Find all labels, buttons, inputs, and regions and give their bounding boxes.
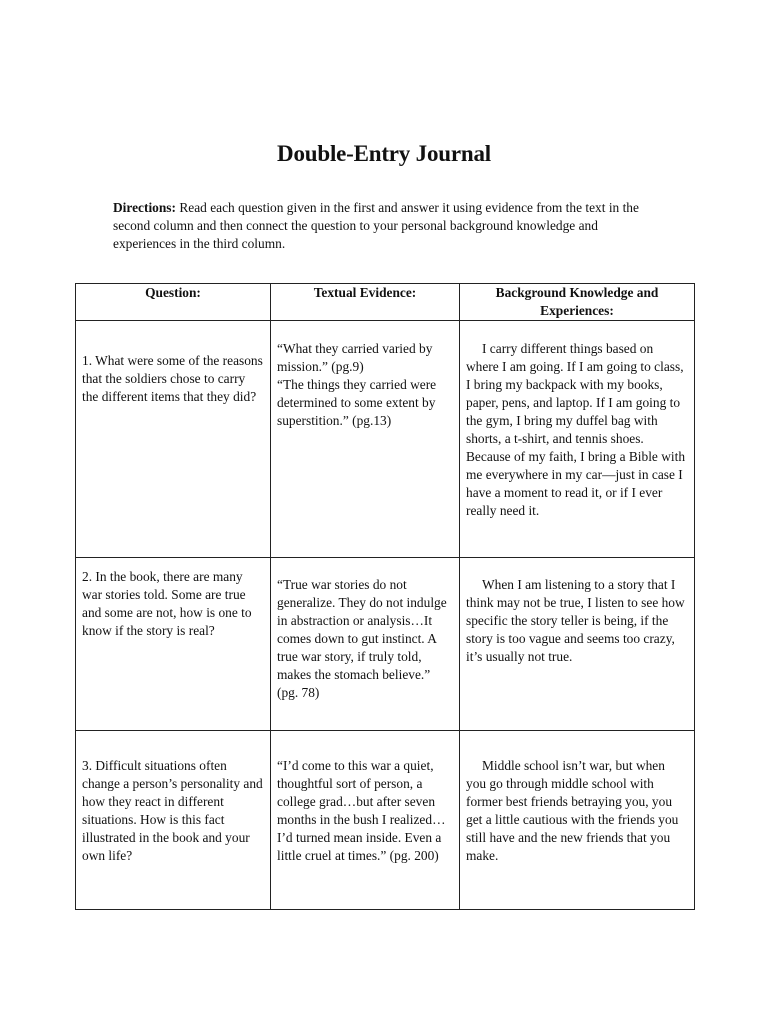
background-cell (460, 731, 695, 910)
background-text: Middle school isn’t war, but when you go through middle school with former best friends betraying you, you get a little cautious with the friends you still have and the new friends that you make. (466, 758, 679, 863)
evidence-text (271, 321, 459, 430)
question-text: 1. What were some of the reasons that the soldiers chose to carry the different items that they did? (82, 353, 263, 404)
directions-paragraph (113, 199, 658, 253)
header-textual-evidence: Textual Evidence: (271, 284, 460, 321)
evidence-cell (271, 731, 460, 910)
evidence-text (271, 731, 459, 865)
header-background-knowledge: Background Knowledge and Experiences: (460, 284, 695, 321)
evidence-quote: “True war stories do not generalize. They do not indulge in abstraction or analysis…It comes down to gut instinct. A true war story, if truly told, makes the stomach believe.” (pg. 78) (277, 577, 447, 700)
evidence-quote: “I’d come to this war a quiet, thoughtful sort of person, a college grad…but after seven months in the bush I realized…I’d turned mean inside. Even a little cruel at times.” (pg. 200) (277, 758, 446, 863)
background-cell (460, 321, 695, 558)
question-text: 3. Difficult situations often change a person’s personality and how they react in different situations. How is this fact illustrated in the book and your own life? (82, 758, 263, 863)
page-title: Double-Entry Journal (277, 141, 491, 166)
background-text: I carry different things based on where I am going. If I am going to class, I bring my backpack with my books, paper, pens, and laptop. If I am going to the gym, I bring my duffel bag with shorts, a t-shirt, and tennis shoes. Because of my faith, I bring a Bible with me everywhere in my car—just in case I have a moment to read it, or if I ever really need it. (466, 341, 686, 518)
header-question: Question: (76, 284, 271, 321)
directions-label: Directions: (113, 200, 176, 215)
table-row (76, 321, 695, 558)
question-text: 2. In the book, there are many war stories told. Some are true and some are not, how is one to know if the story is real? (82, 569, 252, 638)
background-text: When I am listening to a story that I think may not be true, I listen to see how specific the story teller is being, if the story is too vague and seems too crazy, it’s usually not true. (466, 577, 685, 664)
background-cell (460, 558, 695, 731)
evidence-quote: “What they carried varied by mission.” (pg.9) (277, 341, 433, 374)
question-cell (76, 558, 271, 731)
question-cell (76, 321, 271, 558)
question-cell (76, 731, 271, 910)
evidence-cell (271, 321, 460, 558)
evidence-cell (271, 558, 460, 731)
table-row (76, 731, 695, 910)
table-header-row (76, 284, 695, 321)
directions-text: Read each question given in the first and answer it using evidence from the text in the second column and then connect the question to your personal background knowledge and experiences in the third column. (113, 200, 639, 251)
evidence-quote: “The things they carried were determined to some extent by superstition.” (pg.13) (277, 377, 437, 428)
table-row (76, 558, 695, 731)
journal-table (75, 283, 695, 910)
evidence-text (271, 558, 459, 702)
